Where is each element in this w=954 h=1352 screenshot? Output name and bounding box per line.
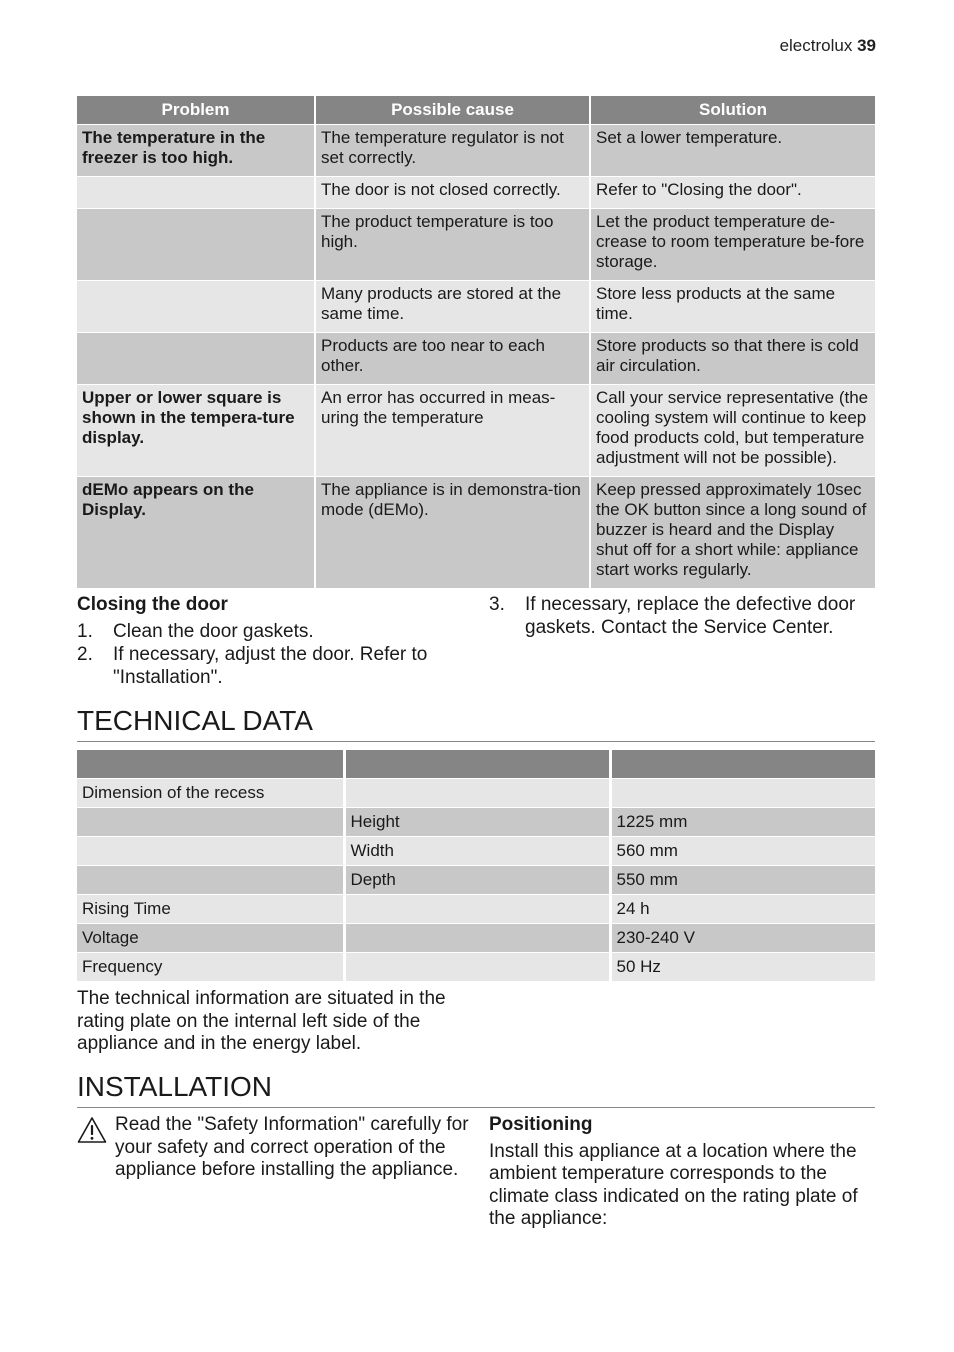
table-row [77,384,875,476]
solution-cell: Store less products at the same time. [590,280,875,332]
solution-cell: Let the product temperature de-crease to room temperature be-fore storage. [590,208,875,280]
spec-value: 50 Hz [610,952,875,981]
positioning-section [489,1114,881,1231]
closing-door-section-continued [489,593,881,639]
problem-cell: Upper or lower square is shown in the tempera-ture display. [77,384,315,476]
problem-cell [77,176,315,208]
problem-cell [77,280,315,332]
table-row [77,280,875,332]
problem-cell [77,332,315,384]
table-header-row [77,96,875,124]
spec-value: 560 mm [610,836,875,865]
solution-cell: Set a lower temperature. [590,124,875,176]
spec-value: 1225 mm [610,807,875,836]
spec-sub-label: Height [344,807,610,836]
spec-value [610,778,875,807]
spec-value: 550 mm [610,865,875,894]
table-row [77,124,875,176]
page-number: 39 [857,36,876,55]
step-text: If necessary, adjust the door. Refer to "Installation". [113,644,428,688]
table-row [77,836,875,865]
table-row [77,476,875,588]
step-text: If necessary, replace the defective door gaskets. Contact the Service Center. [525,594,856,638]
spec-sub-label: Depth [344,865,610,894]
installation-title: INSTALLATION [77,1071,875,1108]
cause-cell: An error has occurred in meas-uring the temperature [315,384,590,476]
spec-value: 24 h [610,894,875,923]
table-row [77,952,875,981]
troubleshooting-table [77,96,875,589]
table-row [77,923,875,952]
spec-sub-label [344,778,610,807]
spec-label [77,865,344,894]
spec-sub-label [344,923,610,952]
table-row [77,894,875,923]
table-row [77,208,875,280]
spec-label: Rising Time [77,894,344,923]
spec-label: Dimension of the recess [77,778,344,807]
spec-value: 230-240 V [610,923,875,952]
table-row [77,807,875,836]
spec-label: Frequency [77,952,344,981]
solution-cell: Refer to "Closing the door". [590,176,875,208]
table-row [77,332,875,384]
positioning-title: Positioning [489,1114,593,1135]
problem-cell [77,208,315,280]
cause-cell: The temperature regulator is not set correctly. [315,124,590,176]
list-item [489,593,881,639]
closing-door-title: Closing the door [77,594,228,615]
cause-cell: Products are too near to each other. [315,332,590,384]
technical-data-note: The technical information are situated in the rating plate on the internal left side of the appliance and in the energy label. [77,988,446,1054]
column-header-problem: Problem [77,96,315,124]
solution-cell: Store products so that there is cold air circulation. [590,332,875,384]
safety-warning-text: Read the "Safety Information" carefully for your safety and correct operation of the appliance before installing the appliance. [115,1114,469,1180]
table-header-row [77,750,875,778]
header-cell [77,750,344,778]
spec-sub-label [344,894,610,923]
problem-cell: dEMo appears on the Display. [77,476,315,588]
spec-label [77,807,344,836]
step-number: 1. [77,621,93,642]
header-cell [610,750,875,778]
list-item [77,643,467,689]
cause-cell: The product temperature is too high. [315,208,590,280]
spec-sub-label: Width [344,836,610,865]
closing-door-section [77,593,467,689]
spec-label [77,836,344,865]
column-header-solution: Solution [590,96,875,124]
column-header-cause: Possible cause [315,96,590,124]
problem-cell: The temperature in the freezer is too high. [77,124,315,176]
spec-sub-label [344,952,610,981]
solution-cell: Keep pressed approximately 10sec the OK button since a long sound of buzzer is heard and the Display shut off for a short while: appliance start works regularly. [590,476,875,588]
header-cell [344,750,610,778]
step-number: 2. [77,644,93,665]
cause-cell: Many products are stored at the same time. [315,280,590,332]
technical-data-table [77,750,875,982]
positioning-text: Install this appliance at a location where the ambient temperature corresponds to the climate class indicated on the rating plate of the appliance: [489,1140,858,1229]
technical-data-title: TECHNICAL DATA [77,705,875,742]
warning-triangle-icon [77,1114,115,1182]
step-text: Clean the door gaskets. [113,621,314,642]
table-row [77,176,875,208]
table-row [77,778,875,807]
brand-name: electrolux [779,36,853,55]
safety-warning [77,1114,472,1182]
list-item [77,620,467,643]
step-number: 3. [489,594,505,615]
page-header [780,36,876,56]
cause-cell: The door is not closed correctly. [315,176,590,208]
spec-label: Voltage [77,923,344,952]
cause-cell: The appliance is in demonstra-tion mode (dEMo). [315,476,590,588]
solution-cell: Call your service representative (the cooling system will continue to keep food products cold, but temperature adjustment will not be possible). [590,384,875,476]
table-row [77,865,875,894]
